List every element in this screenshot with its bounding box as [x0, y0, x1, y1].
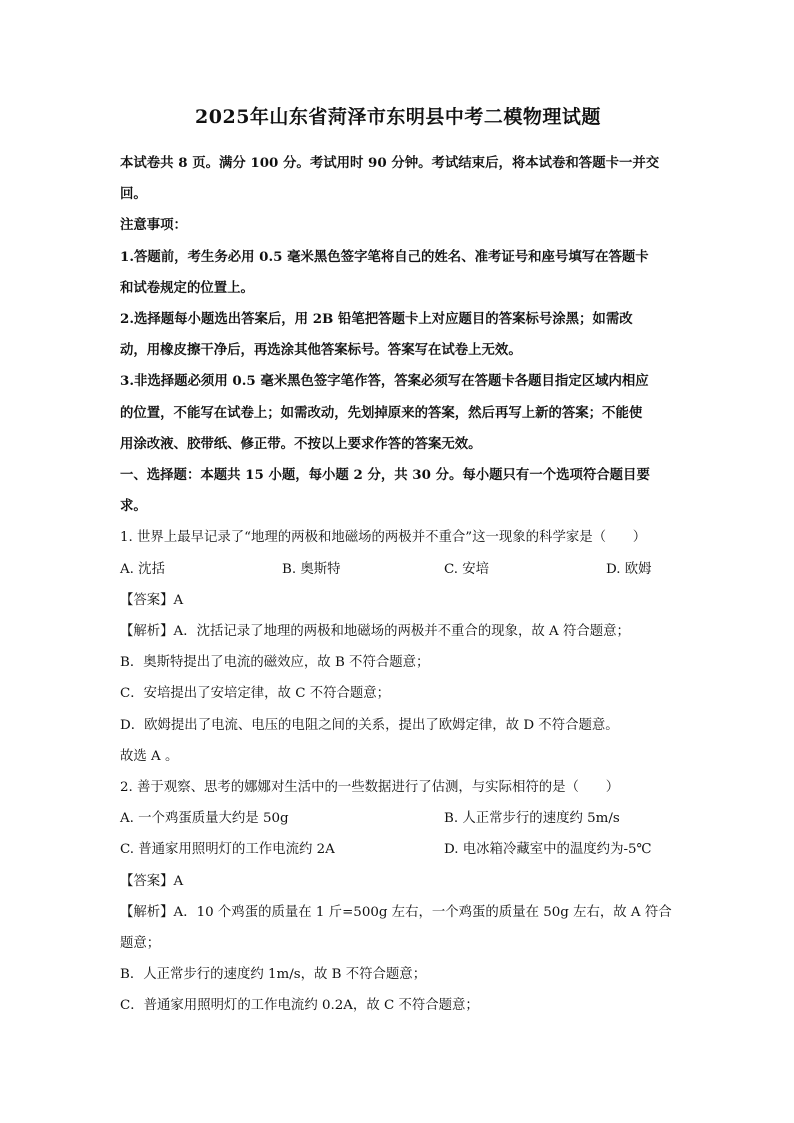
analysis-line: C．安培提出了安培定律，故 C 不符合题意；	[120, 686, 391, 702]
option-c: C. 安培	[444, 561, 490, 577]
answer: 【答案】A	[120, 873, 184, 889]
intro-line: 回。	[120, 186, 147, 203]
section-heading: 求。	[120, 498, 147, 515]
notice-item: 的位置，不能写在试卷上；如需改动，先划掉原来的答案，然后再写上新的答案；不能使	[120, 404, 643, 421]
analysis-line: B．人正常步行的速度约 1m/s，故 B 不符合题意；	[120, 967, 427, 983]
exam-page	[120, 104, 676, 1022]
page-title: 2025年山东省菏泽市东明县中考二模物理试题	[195, 106, 601, 128]
intro-line: 本试卷共 8 页。满分 100 分。考试用时 90 分钟。考试结束后，将本试卷和答题卡一并交	[120, 155, 660, 171]
question-stem: 2. 善于观察、思考的娜娜对生活中的一些数据进行了估测，与实际相符的是（ ）	[120, 780, 620, 796]
notice-item: 3.非选择题必须用 0.5 毫米黑色签字笔作答，答案必须写在答题卡各题目指定区域内相应	[120, 373, 649, 390]
section-heading: 一、选择题：本题共 15 小题，每小题 2 分，共 30 分。每小题只有一个选项符合题目要	[120, 467, 650, 484]
analysis-line: C．普通家用照明灯的工作电流约 0.2A，故 C 不符合题意；	[120, 998, 479, 1014]
notice-item: 和试卷规定的位置上。	[120, 279, 254, 296]
notice-item: 2.选择题每小题选出答案后，用 2B 铅笔把答题卡上对应题目的答案标号涂黑；如需改	[120, 311, 633, 328]
option-b: B. 奥斯特	[282, 561, 341, 577]
option-row	[120, 803, 676, 834]
question-stem: 1. 世界上最早记录了“地理的两极和地磁场的两极并不重合”这一现象的科学家是（ ）	[120, 530, 647, 546]
analysis-line: 故选 A 。	[120, 748, 179, 764]
notice-item: 1.答题前，考生务必用 0.5 毫米黑色签字笔将自己的姓名、准考证号和座号填写在答题卡	[120, 248, 649, 265]
option-row	[120, 834, 676, 865]
option-b: B. 人正常步行的速度约 5m/s	[444, 811, 620, 827]
analysis-line: 题意；	[120, 936, 161, 952]
notice-heading: 注意事项：	[120, 217, 187, 234]
option-d: D. 欧姆	[606, 561, 652, 577]
answer: 【答案】A	[120, 592, 184, 608]
analysis-line: 【解析】A．沈括记录了地理的两极和地磁场的两极并不重合的现象，故 A 符合题意；	[120, 624, 630, 640]
analysis-line: 【解析】A．10 个鸡蛋的质量在 1 斤=500g 左右，一个鸡蛋的质量在 50g 左右，故 A 符合	[120, 904, 672, 920]
option-row	[120, 554, 676, 585]
notice-item: 用涂改液、胶带纸、修正带。不按以上要求作答的答案无效。	[120, 435, 482, 452]
option-d: D. 电冰箱冷藏室中的温度约为-5℃	[444, 842, 652, 858]
analysis-line: B．奥斯特提出了电流的磁效应，故 B 不符合题意；	[120, 655, 430, 671]
option-c: C. 普通家用照明灯的工作电流约 2A	[120, 842, 335, 858]
option-a: A. 一个鸡蛋质量大约是 50g	[120, 811, 289, 827]
option-a: A. 沈括	[120, 561, 165, 577]
analysis-line: D．欧姆提出了电流、电压的电阻之间的关系，提出了欧姆定律，故 D 不符合题意。	[120, 717, 619, 733]
notice-item: 动，用橡皮擦干净后，再选涂其他答案标号。答案写在试卷上无效。	[120, 342, 522, 359]
